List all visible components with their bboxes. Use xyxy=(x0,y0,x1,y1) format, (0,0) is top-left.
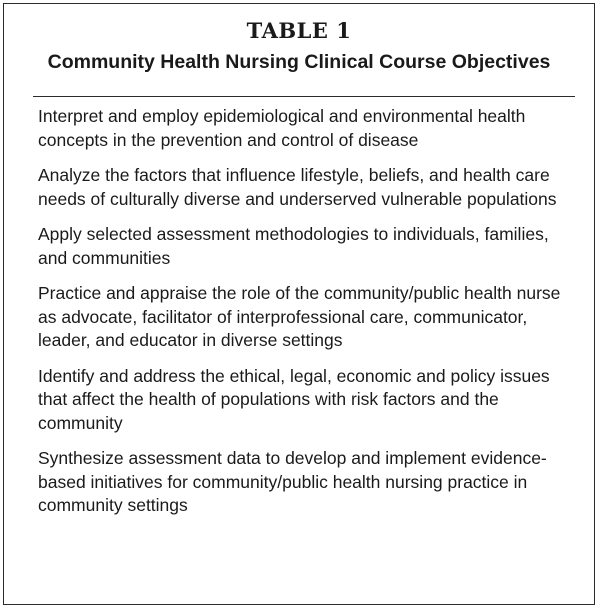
table-frame xyxy=(3,3,595,605)
objective-item: Apply selected assessment methodologies to individuals, families, and communities xyxy=(38,224,549,268)
table-label: TABLE 1 xyxy=(246,18,352,43)
objective-item: Interpret and employ epidemiological and environmental health concepts in the prevention and control of disease xyxy=(38,106,526,150)
objective-item: Analyze the factors that influence lifestyle, beliefs, and health care needs of culturally diverse and underserved vulnerable populations xyxy=(38,165,557,209)
objective-item: Identify and address the ethical, legal, economic and policy issues that affect the health of populations with risk factors and the community xyxy=(38,365,550,433)
objective-item: Synthesize assessment data to develop and implement evidence-based initiatives for community/public health nursing practice in community settings xyxy=(38,448,547,515)
objective-item: Practice and appraise the role of the community/public health nurse as advocate, facilitator of interprofessional care, communicator, leader, and educator in diverse settings xyxy=(38,283,561,350)
header-divider xyxy=(33,96,575,97)
table-title: Community Health Nursing Clinical Course Objectives xyxy=(47,51,551,73)
objectives-list xyxy=(38,105,578,530)
